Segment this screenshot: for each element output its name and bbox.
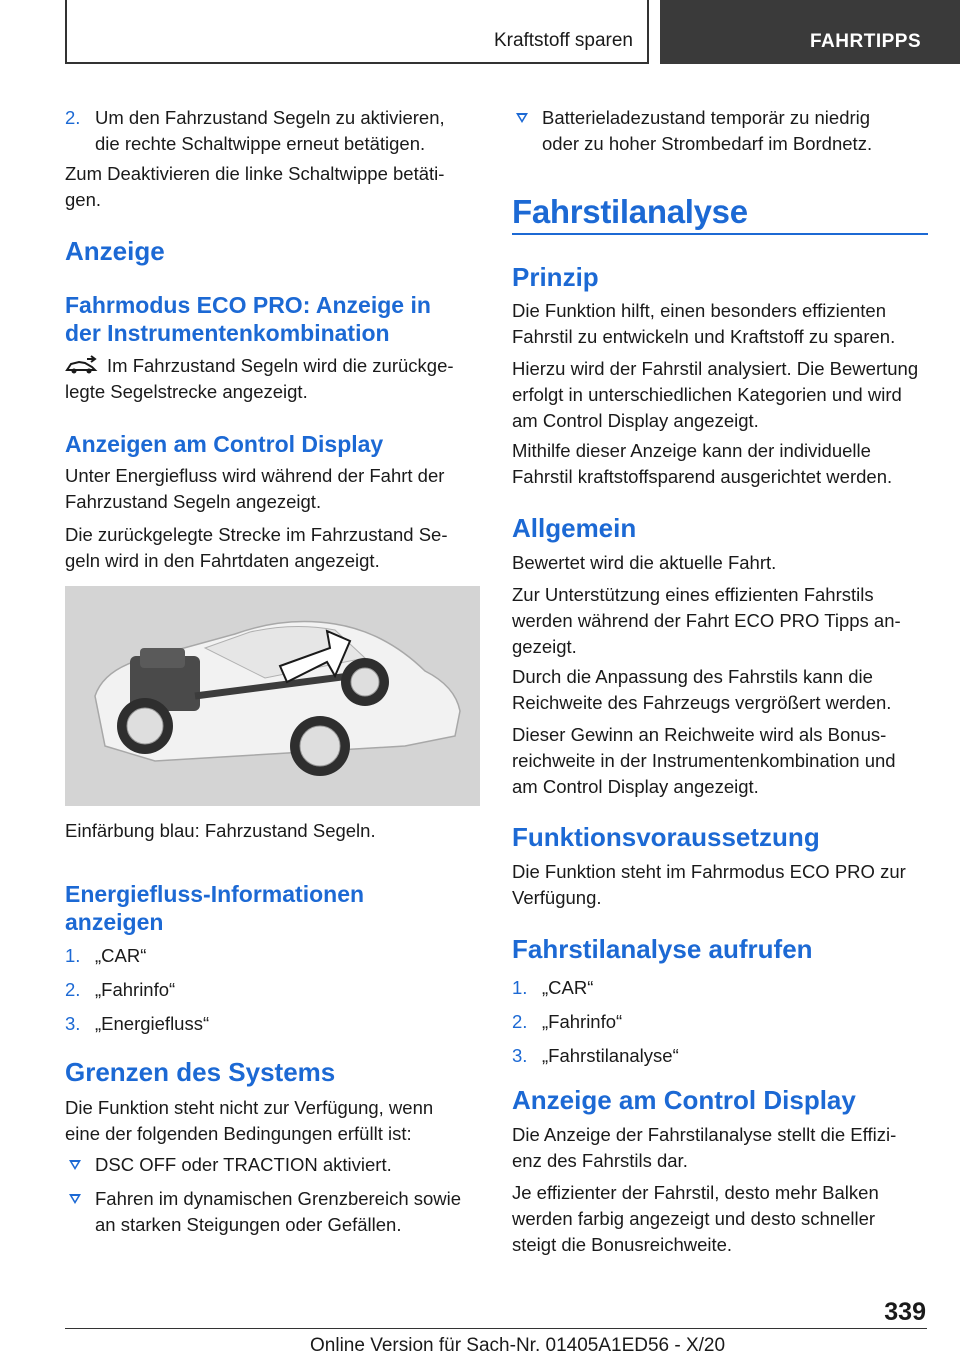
text-line: Mithilfe dieser Anzeige kann der individuelle <box>512 440 871 461</box>
bullet-text: Fahren im dynamischen Grenzbereich sowie <box>95 1188 462 1209</box>
online-version-note: Online Version für Sach-Nr. 01405A1ED56 - X/20 <box>310 1335 726 1356</box>
text-line: Verfügung. <box>512 887 602 908</box>
text-line: Dieser Gewinn an Reichweite wird als Bonus‐ <box>512 724 887 745</box>
step-number: 3. <box>512 1045 528 1066</box>
heading-line: Energiefluss-Informationen <box>65 881 365 907</box>
heading-fahrstilanalyse: Fahrstilanalyse <box>512 193 748 230</box>
step-number: 1. <box>512 977 528 998</box>
paragraph <box>65 1095 480 1147</box>
bullet-triangle-icon <box>69 1194 81 1204</box>
text-line: enz des Fahrstils dar. <box>512 1150 688 1171</box>
text-line: am Control Display angezeigt. <box>512 410 759 431</box>
bullet-text: DSC OFF oder TRACTION aktiviert. <box>95 1154 392 1175</box>
text-line: steigt die Bonusreichweite. <box>512 1234 733 1255</box>
text-line: Je effizienter der Fahrstil, desto mehr Balken <box>512 1182 879 1203</box>
text-line: Hierzu wird der Fahrstil analysiert. Die Bewertung <box>512 358 919 379</box>
text-line: Die Anzeige der Fahrstilanalyse stellt die Effizi‐ <box>512 1124 897 1145</box>
heading-aufrufen: Fahrstilanalyse aufrufen <box>512 934 813 964</box>
step-text: „CAR“ <box>95 945 147 966</box>
text-line: werden farbig angezeigt und desto schneller <box>512 1208 876 1229</box>
bullet-text: an starken Steigungen oder Gefällen. <box>95 1214 402 1235</box>
paragraph <box>512 722 928 800</box>
text-line: Fahrstil kraftstoffsparend ausgerichtet werden. <box>512 466 893 487</box>
bullet-text: oder zu hoher Strombedarf im Bordnetz. <box>542 133 873 154</box>
header-section-title: Kraftstoff sparen <box>493 30 633 51</box>
heading-energiefluss <box>65 880 480 936</box>
text-line: Im Fahrzustand Segeln wird die zurückge‐ <box>107 355 454 376</box>
header-chapter-title: FAHRTIPPS <box>810 31 922 52</box>
step-text: „Fahrinfo“ <box>542 1011 623 1032</box>
paragraph <box>512 664 928 716</box>
paragraph <box>512 438 928 490</box>
paragraph <box>65 161 480 213</box>
heading-rule <box>512 233 928 235</box>
heading-anzeige: Anzeige <box>65 236 165 266</box>
heading-grenzen: Grenzen des Systems <box>65 1057 336 1087</box>
step-text: „Fahrinfo“ <box>95 979 176 1000</box>
heading-line: Fahrmodus ECO PRO: Anzeige in <box>65 292 431 318</box>
bullet-text: Batterieladezustand temporär zu niedrig <box>542 107 871 128</box>
text-line: erfolgt in unterschiedlichen Kategorien und wird <box>512 384 902 405</box>
heading-line: anzeigen <box>65 909 164 935</box>
step-number: 2. <box>65 107 81 128</box>
paragraph <box>512 298 928 350</box>
paragraph <box>512 550 928 576</box>
car-drivetrain-illustration <box>65 586 480 806</box>
text-line: eine der folgenden Bedingungen erfüllt ist: <box>65 1123 412 1144</box>
heading-funktionsvoraussetzung: Funktionsvoraussetzung <box>512 822 820 852</box>
heading-prinzip: Prinzip <box>512 262 599 292</box>
text-line: Durch die Anpassung des Fahrstils kann die <box>512 666 873 687</box>
caption-text: Einfärbung blau: Fahrzustand Segeln. <box>65 820 376 841</box>
figure-caption <box>65 818 480 844</box>
text-line: gezeigt. <box>512 636 577 657</box>
text-line: Die Funktion hilft, einen besonders effizienten <box>512 300 887 321</box>
text-line: werden während der Fahrt ECO PRO Tipps an‐ <box>512 610 901 631</box>
paragraph <box>512 859 928 911</box>
step-text: die rechte Schaltwippe erneut betätigen. <box>95 133 426 154</box>
text-line: gen. <box>65 189 102 210</box>
heading-line: der Instrumentenkombination <box>65 320 390 346</box>
header-section-tab <box>65 0 649 64</box>
paragraph <box>65 463 480 515</box>
text-line: Die Funktion steht im Fahrmodus ECO PRO zur <box>512 861 906 882</box>
header-chapter-tab <box>660 0 960 64</box>
step-number: 3. <box>65 1013 81 1034</box>
heading-control-display: Anzeigen am Control Display <box>65 431 384 457</box>
paragraph <box>512 1122 928 1174</box>
step-text: „CAR“ <box>542 977 594 998</box>
paragraph <box>512 582 928 660</box>
heading-anzeige-control: Anzeige am Control Display <box>512 1085 856 1115</box>
text-line: Fahrzustand Segeln angezeigt. <box>65 491 322 512</box>
text-line: Fahrstil zu entwickeln und Kraftstoff zu sparen. <box>512 326 896 347</box>
text-line: Die zurückgelegte Strecke im Fahrzustand Se‐ <box>65 524 448 545</box>
text-line: Reichweite des Fahrzeugs vergrößert werden. <box>512 692 892 713</box>
heading-ecopro <box>65 291 480 347</box>
paragraph <box>65 522 480 574</box>
bullet-triangle-icon <box>69 1160 81 1170</box>
step-number: 2. <box>512 1011 528 1032</box>
paragraph <box>65 353 480 405</box>
sailing-car-icon <box>65 355 101 375</box>
step-text: „Fahrstilanalyse“ <box>542 1045 679 1066</box>
page-number: 339 <box>884 1298 926 1326</box>
text-line: Zum Deaktivieren die linke Schaltwippe betäti‐ <box>65 163 445 184</box>
step-text: Um den Fahrzustand Segeln zu aktivieren, <box>95 107 445 128</box>
text-line: Bewertet wird die aktuelle Fahrt. <box>512 552 777 573</box>
heading-allgemein: Allgemein <box>512 513 637 543</box>
text-line: geln wird in den Fahrtdaten angezeigt. <box>65 550 380 571</box>
step-text: „Energiefluss“ <box>95 1013 210 1034</box>
text-line: Die Funktion steht nicht zur Verfügung, wenn <box>65 1097 434 1118</box>
text-line: legte Segelstrecke angezeigt. <box>65 381 308 402</box>
text-line: reichweite in der Instrumentenkombination und <box>512 750 896 771</box>
step-number: 1. <box>65 945 81 966</box>
text-line: Unter Energiefluss wird während der Fahrt der <box>65 465 445 486</box>
step-number: 2. <box>65 979 81 1000</box>
car-illustration-icon <box>65 586 480 806</box>
bullet-triangle-icon <box>516 113 528 123</box>
paragraph <box>512 356 928 434</box>
text-line: Zur Unterstützung eines effizienten Fahrstils <box>512 584 874 605</box>
footer-rule <box>65 1328 927 1329</box>
text-line: am Control Display angezeigt. <box>512 776 759 797</box>
paragraph <box>512 1180 928 1258</box>
